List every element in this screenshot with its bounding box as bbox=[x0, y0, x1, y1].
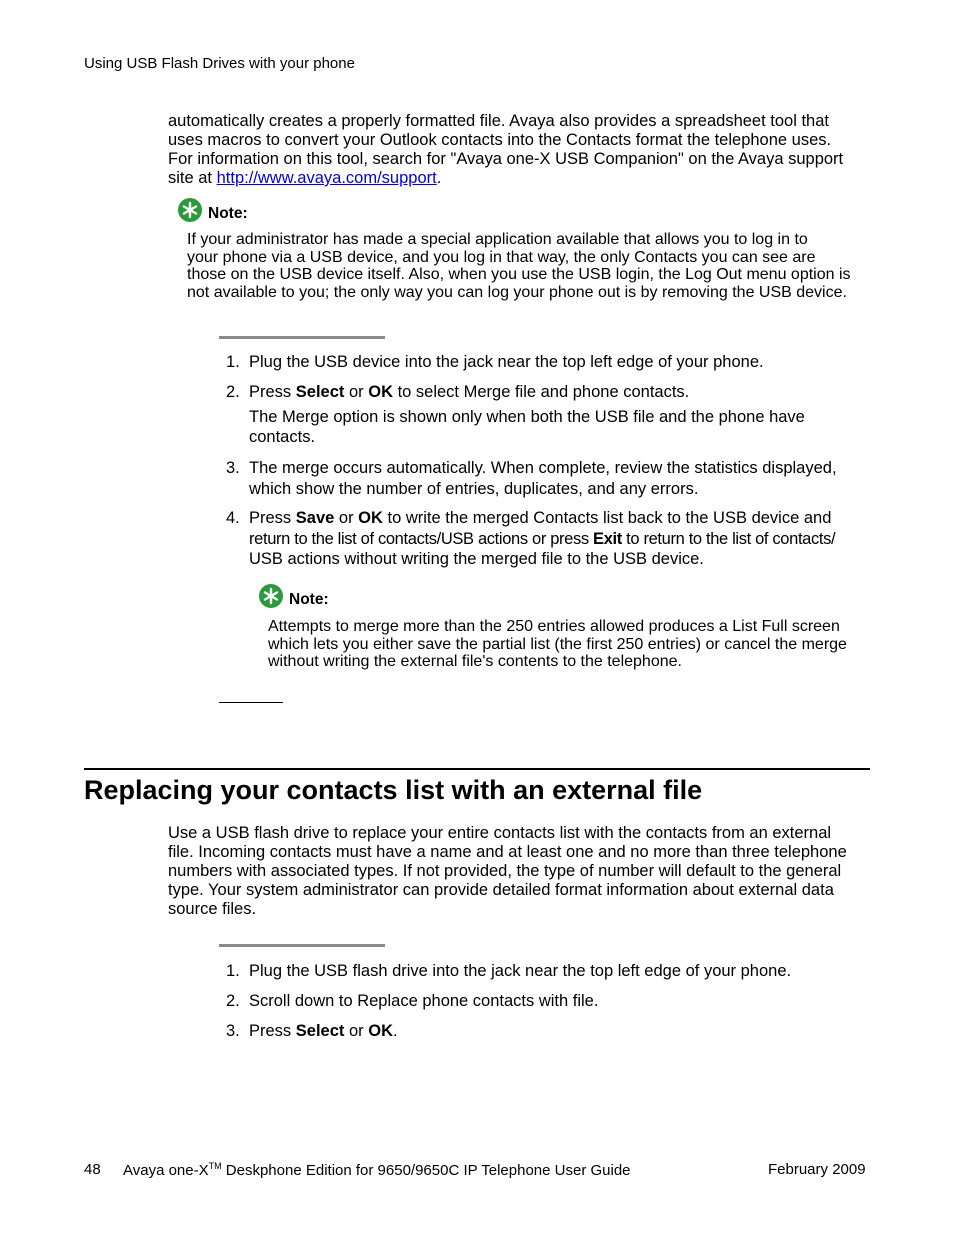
section-line: numbers with associated types. If not provided, the type of number will default to the general bbox=[168, 862, 842, 880]
avaya-support-link[interactable]: http://www.avaya.com/support bbox=[216, 169, 437, 187]
guide-title: Avaya one-X™ Deskphone Edition for 9650/9650C IP Telephone User Guide bbox=[123, 1161, 631, 1179]
running-header: Using USB Flash Drives with your phone bbox=[84, 55, 355, 72]
step-item bbox=[226, 991, 876, 1013]
step-item bbox=[226, 961, 876, 983]
step-item bbox=[226, 458, 876, 502]
note-line: your phone via a USB device, and you log in that way, the only Contacts you can see are bbox=[187, 248, 816, 266]
section-rule bbox=[84, 768, 870, 770]
note-line: without writing the external file's contents to the telephone. bbox=[268, 653, 682, 670]
step-text: Scroll down to Replace phone contacts with file. bbox=[249, 992, 599, 1010]
note-label: Note: bbox=[289, 591, 329, 608]
note-line: If your administrator has made a special application available that allows you to log in to bbox=[187, 231, 808, 248]
intro-line: uses macros to convert your Outlook contacts into the Contacts format the telephone uses. bbox=[168, 131, 832, 149]
intro-paragraph bbox=[168, 112, 872, 188]
note-label: Note: bbox=[208, 205, 248, 222]
note-line: which lets you either save the partial list (the first 250 entries) or cancel the merge bbox=[268, 635, 847, 653]
step-item bbox=[226, 508, 876, 572]
page-number: 48 bbox=[84, 1161, 101, 1178]
intro-line: For information on this tool, search for "Avaya one-X USB Companion" on the Avaya support bbox=[168, 150, 844, 168]
step-number: 1. bbox=[226, 962, 240, 980]
note-line: Attempts to merge more than the 250 entries allowed produces a List Full screen bbox=[268, 618, 840, 635]
step-subtext: The Merge option is shown only when both the USB file and the phone have bbox=[249, 407, 805, 426]
section-line: file. Incoming contacts must have a name and at least one and no more than three telephone bbox=[168, 843, 847, 861]
intro-line: automatically creates a properly formatted file. Avaya also provides a spreadsheet tool that bbox=[168, 112, 829, 130]
step-item bbox=[226, 1021, 876, 1043]
note-icon bbox=[258, 583, 284, 609]
note-line: not available to you; the only way you can log your phone out is by removing the USB device. bbox=[187, 283, 847, 301]
trademark-mark: TM bbox=[208, 1161, 222, 1171]
step-number: 2. bbox=[226, 992, 240, 1010]
step-item bbox=[226, 382, 876, 452]
step-text: Press Save or OK to write the merged Contacts list back to the USB device and return to the list of contacts/USB actions or press Exit to return to the list of contacts/ USB actions without writing the merged file to the USB device. bbox=[249, 509, 836, 568]
note-heading bbox=[258, 583, 329, 609]
note-heading bbox=[177, 197, 248, 223]
step-number: 3. bbox=[226, 1022, 240, 1040]
step-text: Press Select or OK to select Merge file and phone contacts. The Merge option is shown only when both the USB file and the phone have contacts. bbox=[249, 382, 871, 448]
step-number: 1. bbox=[226, 353, 240, 371]
step-text: Press Select or OK. bbox=[249, 1022, 398, 1040]
procedure-rule bbox=[219, 944, 385, 947]
note-icon bbox=[177, 197, 203, 223]
note-line: those on the USB device itself. Also, when you use the USB login, the Log Out menu option is bbox=[187, 266, 851, 283]
step-subtext: contacts. bbox=[249, 428, 316, 446]
note-body bbox=[268, 618, 874, 671]
step-number: 4. bbox=[226, 509, 240, 527]
step-text: The merge occurs automatically. When complete, review the statistics displayed, which show the number of entries, duplicates, and any errors. bbox=[249, 459, 837, 498]
procedure-rule bbox=[219, 336, 385, 339]
intro-line: site at http://www.avaya.com/support. bbox=[168, 169, 442, 187]
step-number: 2. bbox=[226, 383, 240, 401]
section-paragraph bbox=[168, 824, 872, 919]
section-line: type. Your system administrator can provide detailed format information about external data bbox=[168, 881, 834, 899]
procedure-end-rule bbox=[219, 702, 283, 703]
section-title: Replacing your contacts list with an external file bbox=[84, 775, 703, 805]
section-line: source files. bbox=[168, 900, 257, 918]
step-item bbox=[226, 352, 876, 374]
note-body bbox=[187, 231, 877, 301]
step-text: Plug the USB device into the jack near the top left edge of your phone. bbox=[249, 353, 764, 371]
step-number: 3. bbox=[226, 459, 240, 477]
section-line: Use a USB flash drive to replace your entire contacts list with the contacts from an external bbox=[168, 824, 832, 842]
publication-date: February 2009 bbox=[768, 1161, 866, 1178]
step-text: Plug the USB flash drive into the jack near the top left edge of your phone. bbox=[249, 962, 792, 980]
